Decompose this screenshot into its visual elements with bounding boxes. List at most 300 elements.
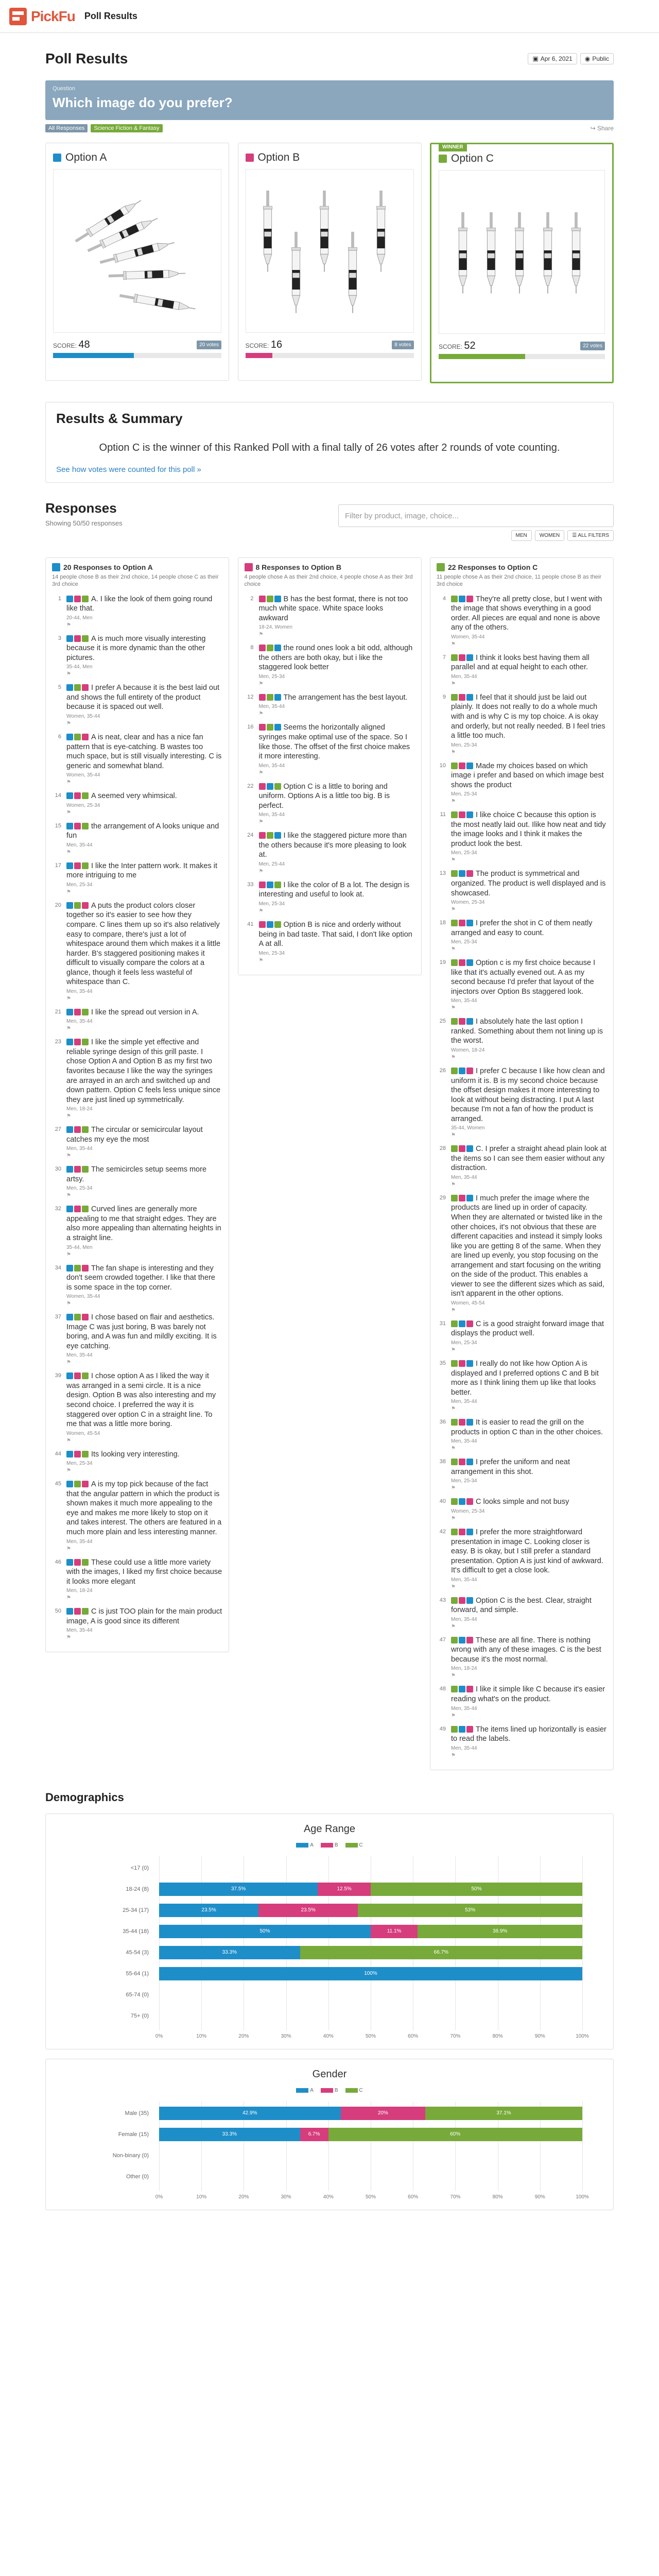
rank-order [66, 823, 89, 829]
flag-icon[interactable]: ⚑ [451, 1005, 456, 1011]
flag-icon[interactable]: ⚑ [66, 720, 71, 726]
bar-segment-a[interactable]: 37.5% [159, 1883, 318, 1896]
rank-swatch-c [451, 762, 458, 769]
rank-swatch-b [466, 870, 473, 877]
respondent-meta: Men, 35-44 [66, 1146, 93, 1152]
summary-title: Results & Summary [56, 411, 183, 426]
flag-icon[interactable]: ⚑ [258, 770, 264, 776]
rank-swatch-a [459, 1686, 465, 1692]
flag-icon[interactable]: ⚑ [258, 711, 264, 717]
response-number: 33 [247, 881, 254, 888]
response-item [52, 733, 222, 785]
rank-swatch-a [466, 694, 473, 701]
flag-icon[interactable]: ⚑ [451, 1055, 456, 1060]
response-text: B has the best format, there is not too much white space. White space looks awkward [258, 595, 408, 622]
column-subtitle: 4 people chose A as their 2nd choice, 4 people chose A as their 3rd choice [244, 574, 413, 588]
response-text: I like the spread out version in A. [91, 1008, 199, 1016]
rank-swatch-c [451, 1320, 458, 1327]
flag-icon[interactable]: ⚑ [66, 1113, 71, 1120]
responses-count: Showing 50/50 responses [45, 519, 123, 527]
visibility-pill[interactable]: ◉ Public [580, 53, 614, 64]
stacked-bar [159, 2149, 582, 2162]
rank-swatch-b [466, 1637, 473, 1643]
rank-swatch-b [459, 1419, 465, 1426]
rank-swatch-c [451, 1686, 458, 1692]
rank-swatch-c [451, 811, 458, 818]
response-text: A is my top pick because of the fact that the angular pattern in which the product is shown makes it much more appealing to the eye and makes me more likely to stop on it and takes interest. The others are featured in a much more plain and less interesting manner. [66, 1480, 222, 1536]
gridline [582, 2102, 583, 2191]
response-text: I prefer the shot in C of them neatly arranged and easy to count. [451, 919, 593, 937]
legend-swatch [296, 2088, 308, 2093]
bar-segment-c[interactable]: 66.7% [300, 1946, 582, 1959]
rank-order [451, 1419, 473, 1426]
flag-icon[interactable]: ⚑ [451, 681, 456, 687]
category-tag[interactable]: Science Fiction & Fantasy [91, 124, 162, 132]
respondent-meta: Men, 35-44 [451, 1399, 477, 1405]
response-number: 4 [442, 595, 446, 602]
rank-order [66, 1206, 89, 1212]
rank-order [66, 792, 89, 799]
x-tick-label: 50% [365, 2194, 376, 2200]
option-image-frame [246, 169, 414, 333]
column-title: 8 Responses to Option B [255, 563, 341, 571]
x-tick-label: 70% [450, 2033, 461, 2039]
flag-icon[interactable]: ⚑ [451, 799, 456, 805]
response-number: 38 [439, 1459, 446, 1465]
response-number: 40 [439, 1498, 446, 1505]
respondent-meta: 18-24, Women [258, 624, 292, 631]
bar-segment-c[interactable]: 60% [328, 2128, 582, 2141]
rank-swatch-b [82, 1314, 89, 1320]
rank-order [451, 1726, 473, 1733]
rank-order [451, 1067, 473, 1074]
rank-order [451, 1459, 473, 1465]
response-number: 28 [439, 1145, 446, 1152]
response-item [437, 1497, 607, 1521]
response-item [437, 693, 607, 755]
men-filter-chip[interactable]: MEN [511, 530, 532, 541]
age-legend [56, 1842, 603, 1848]
response-item [245, 693, 415, 717]
topbar-page-title: Poll Results [84, 11, 137, 21]
flag-icon[interactable]: ⚑ [451, 749, 456, 755]
rank-order [66, 1372, 89, 1379]
response-number: 22 [247, 783, 254, 789]
respondent-meta: 20-44, Men [66, 615, 93, 621]
option-a-product-image[interactable] [55, 171, 220, 331]
rank-swatch-c [74, 1481, 81, 1487]
response-text: I prefer C because I like how clean and uniform it is. B is my second choice because the offset design makes it more interesting to look at without being distracting. I put A last because I'm not a fan of how the product is arranged. [451, 1067, 605, 1123]
flag-icon[interactable]: ⚑ [66, 1026, 71, 1032]
rank-order [259, 596, 281, 602]
rank-order [66, 635, 89, 642]
rank-swatch-c [274, 783, 281, 790]
bar-segment-a[interactable]: 23.5% [159, 1904, 258, 1917]
responses-column-a [45, 557, 229, 1652]
flag-icon[interactable]: ⚑ [451, 1752, 456, 1758]
row-label: 55-64 (1) [126, 1970, 149, 1977]
x-tick-label: 80% [492, 2194, 503, 2200]
rank-swatch-b [74, 1126, 81, 1133]
rank-order [66, 862, 89, 869]
row-label: 75+ (0) [130, 2012, 149, 2019]
rank-order [451, 654, 473, 661]
brand-name: PickFu [31, 8, 75, 24]
flag-icon[interactable]: ⚑ [258, 868, 264, 874]
legend-item-b[interactable]: B [321, 1842, 338, 1848]
response-text: the round ones look a bit odd, although the others are both okay, but i like the staggered look better [258, 644, 413, 672]
rank-swatch-c [451, 654, 458, 661]
bar-segment-b[interactable]: 20% [341, 2107, 425, 2120]
respondent-meta: Women, 25-34 [451, 900, 485, 906]
flag-icon[interactable]: ⚑ [66, 1468, 71, 1474]
flag-icon[interactable]: ⚑ [451, 1673, 456, 1679]
all-filters-button[interactable]: ☰ ALL FILTERS [567, 530, 614, 541]
respondent-meta: Men, 25-34 [451, 1340, 477, 1346]
rank-swatch-c [274, 921, 281, 928]
rank-swatch-b [459, 1195, 465, 1201]
respondent-meta: 35-44, Men [66, 1244, 93, 1250]
flag-icon[interactable]: ⚑ [451, 1307, 456, 1313]
x-tick-label: 0% [155, 2033, 163, 2039]
flag-icon[interactable]: ⚑ [451, 1515, 456, 1521]
rank-swatch-b [459, 1459, 465, 1465]
x-tick-label: 90% [534, 2033, 545, 2039]
response-number: 41 [247, 921, 254, 927]
bar-segment-c[interactable]: 38.9% [418, 1925, 582, 1938]
option-score: SCORE: 48 [53, 339, 90, 350]
response-number: 9 [442, 693, 446, 700]
bar-segment-b[interactable]: 6.7% [300, 2128, 328, 2141]
response-item [437, 1194, 607, 1313]
response-item [245, 880, 415, 914]
response-number: 14 [55, 792, 61, 799]
response-item [437, 1359, 607, 1412]
rank-order [66, 1166, 89, 1173]
flag-icon[interactable]: ⚑ [66, 671, 71, 677]
flag-icon[interactable]: ⚑ [66, 622, 71, 628]
bar-segment-a[interactable]: 33.3% [159, 1946, 300, 1959]
response-item [437, 919, 607, 952]
rank-swatch-c [82, 596, 89, 602]
option-score-bar [246, 353, 414, 358]
rank-swatch-a [466, 1419, 473, 1426]
rank-order [451, 811, 473, 818]
x-tick-label: 50% [365, 2033, 376, 2039]
rank-swatch-b [459, 762, 465, 769]
respondent-meta: Men, 18-24 [66, 1588, 93, 1594]
x-tick-label: 30% [281, 2194, 291, 2200]
response-item [437, 810, 607, 863]
response-item [245, 782, 415, 825]
rank-swatch-c [267, 724, 273, 731]
flag-icon[interactable]: ⚑ [66, 1635, 71, 1641]
rank-swatch-a [274, 645, 281, 651]
option-card-b[interactable] [238, 143, 422, 381]
option-votes: 22 votes [580, 342, 605, 350]
flag-icon[interactable]: ⚑ [258, 681, 264, 687]
rank-swatch-b [259, 783, 266, 790]
rank-swatch-b [74, 823, 81, 829]
rank-order [451, 1145, 473, 1152]
bar-segment-b[interactable]: 11.1% [371, 1925, 418, 1938]
top-bar [0, 0, 659, 33]
rank-order [259, 645, 281, 651]
vote-count-link[interactable]: See how votes were counted for this poll » [56, 465, 201, 474]
response-number: 50 [55, 1608, 61, 1615]
response-number: 2 [250, 595, 254, 602]
age-plot [56, 1856, 603, 2043]
filter-input[interactable]: Filter by product, image, choice... [338, 504, 614, 527]
row-label: 65-74 (0) [126, 1991, 149, 1998]
results-summary [45, 402, 614, 483]
option-b-product-image[interactable] [247, 171, 412, 331]
response-number: 18 [439, 920, 446, 926]
row-label: Male (35) [125, 2110, 149, 2116]
response-text: A seemed very whimsical. [91, 792, 177, 801]
option-cards [45, 143, 614, 383]
rank-swatch-b [459, 811, 465, 818]
option-score-bar [53, 353, 221, 358]
audience-tag[interactable]: All Responses [45, 124, 88, 132]
response-text: A puts the product colors closer together so it's easier to see how they compare. C lines them up so it's also relatively easy to compare, there's just a lot of whitespace around them which makes it a little harder. B's staggered positioning makes it difficult to visually compare the colors at a glance, though it feels less wasteful of whitespace than C. [66, 901, 221, 987]
rank-swatch-c [82, 1559, 89, 1566]
flag-icon[interactable]: ⚑ [451, 1584, 456, 1590]
response-number: 16 [247, 724, 254, 731]
option-c-product-image[interactable] [440, 172, 604, 332]
lock-icon: ◉ [584, 55, 591, 62]
flag-icon[interactable]: ⚑ [451, 1347, 456, 1353]
legend-item-b[interactable]: B [321, 2088, 338, 2093]
flag-icon[interactable]: ⚑ [66, 1193, 71, 1199]
flag-icon[interactable]: ⚑ [258, 957, 264, 963]
flag-icon[interactable]: ⚑ [66, 809, 71, 816]
legend-item-a[interactable]: A [296, 1842, 314, 1848]
response-item [52, 901, 222, 1002]
rank-swatch-a [466, 1145, 473, 1152]
flag-icon[interactable]: ⚑ [451, 1181, 456, 1188]
response-text: Curved lines are generally more appealing to me that straight edges. They are also more appealing than alternating heights in a straight line. [66, 1205, 221, 1243]
flag-icon[interactable]: ⚑ [66, 889, 71, 895]
bar-segment-b[interactable]: 12.5% [318, 1883, 371, 1896]
respondent-meta: Men, 25-34 [451, 742, 477, 748]
rank-swatch-b [82, 902, 89, 909]
response-item [437, 1636, 607, 1679]
flag-icon[interactable]: ⚑ [66, 779, 71, 786]
rank-swatch-a [66, 1314, 73, 1320]
row-label: 45-54 (3) [126, 1949, 149, 1956]
bar-segment-c[interactable]: 37.1% [425, 2107, 582, 2120]
response-text: I like it simple like C because it's easier reading what's on the product. [451, 1685, 605, 1703]
flag-icon[interactable]: ⚑ [258, 632, 264, 638]
question-text: Which image do you prefer? [53, 95, 233, 110]
pickfu-logo[interactable] [8, 7, 75, 26]
respondent-meta: Men, 25-34 [451, 791, 477, 798]
rank-order [66, 734, 89, 740]
flag-icon[interactable]: ⚑ [66, 1153, 71, 1159]
flag-icon[interactable]: ⚑ [66, 1251, 71, 1258]
bar-segment-a[interactable]: 100% [159, 1967, 582, 1980]
flag-icon[interactable]: ⚑ [66, 1595, 71, 1601]
response-text: I like the Inter pattern work. It makes it more intriguing to me [66, 861, 217, 880]
rank-swatch-c [451, 1419, 458, 1426]
option-votes: 20 votes [197, 341, 221, 349]
response-number: 44 [55, 1450, 61, 1457]
response-text: I feel that it should just be laid out plainly. It does not really to do a whole much with and is why C is my top choice. A is okay and orderly, but not really needed. B I feel tries a little too much. [451, 693, 605, 740]
respondent-meta: Men, 25-34 [451, 850, 477, 856]
response-number: 46 [55, 1558, 61, 1565]
response-text: C looks simple and not busy [476, 1498, 569, 1506]
response-item [52, 1165, 222, 1198]
response-number: 25 [439, 1018, 446, 1025]
rank-swatch-c [451, 694, 458, 701]
bar-segment-a[interactable]: 33.3% [159, 2128, 300, 2141]
rank-swatch-b [74, 1559, 81, 1566]
rank-order [451, 1597, 473, 1604]
rank-swatch-c [451, 1459, 458, 1465]
rank-swatch-c [451, 1145, 458, 1152]
bar-segment-c[interactable]: 50% [371, 1883, 582, 1896]
respondent-meta: Women, 45-54 [66, 1430, 100, 1436]
flag-icon[interactable]: ⚑ [451, 946, 456, 953]
gender-chart [45, 2059, 614, 2210]
rank-order [451, 694, 473, 701]
flag-icon[interactable]: ⚑ [66, 1360, 71, 1366]
summary-text: Option C is the winner of this Ranked Poll with a final tally of 26 votes after 2 rounds of vote counting. [99, 442, 560, 453]
response-text: A. I like the look of them going round like that. [66, 595, 213, 613]
response-number: 31 [439, 1320, 446, 1327]
flag-icon[interactable]: ⚑ [66, 1437, 71, 1444]
share-link[interactable]: ↪ Share [590, 125, 614, 132]
flag-icon[interactable]: ⚑ [66, 1546, 71, 1552]
rank-order [451, 920, 473, 926]
rank-order [451, 1360, 473, 1367]
legend-swatch [296, 1843, 308, 1848]
flag-icon[interactable]: ⚑ [451, 1446, 456, 1452]
bar-segment-b[interactable]: 23.5% [258, 1904, 358, 1917]
rank-swatch-b [466, 1067, 473, 1074]
response-number: 11 [440, 811, 446, 818]
flag-icon[interactable]: ⚑ [451, 641, 456, 647]
rank-swatch-b [459, 654, 465, 661]
flag-icon[interactable]: ⚑ [258, 819, 264, 825]
question-banner [45, 80, 614, 120]
response-text: C is a good straight forward image that displays the product well. [451, 1319, 604, 1338]
response-item [437, 1418, 607, 1451]
response-item [437, 761, 607, 805]
flag-icon[interactable]: ⚑ [451, 1132, 456, 1139]
response-text: The circular or semicircular layout catches my eye the most [66, 1126, 203, 1144]
response-text: Made my choices based on which image i prefer and based on which image best shows the product [451, 761, 604, 789]
rank-swatch-b [259, 882, 266, 888]
flag-icon[interactable]: ⚑ [66, 849, 71, 855]
option-title: Option C [451, 152, 494, 164]
option-score-fill [246, 353, 272, 358]
rank-swatch-b [459, 1145, 465, 1152]
respondent-meta: Men, 35-44 [258, 704, 285, 710]
rank-swatch-a [459, 870, 465, 877]
response-item [52, 1371, 222, 1443]
gender-chart-title: Gender [312, 2068, 347, 2080]
rank-swatch-a [466, 1459, 473, 1465]
option-card-c[interactable] [430, 143, 614, 383]
column-title: 22 Responses to Option C [448, 563, 538, 571]
response-item [52, 1038, 222, 1119]
rank-swatch-a [466, 1195, 473, 1201]
stacked-bar [159, 1861, 582, 1875]
rank-swatch-b [82, 1481, 89, 1487]
rank-swatch-b [74, 1166, 81, 1173]
respondent-meta: Men, 35-44 [451, 673, 477, 680]
response-number: 13 [439, 870, 446, 877]
rank-swatch-b [466, 1686, 473, 1692]
response-text: They're all pretty close, but I went with the image that shows everything in a good order. All pieces are equal and none is above any of the others. [451, 595, 602, 632]
flag-icon[interactable]: ⚑ [451, 1406, 456, 1412]
flag-icon[interactable]: ⚑ [451, 857, 456, 863]
response-number: 26 [439, 1067, 446, 1074]
rank-swatch-a [66, 635, 73, 642]
rank-swatch-b [74, 1206, 81, 1212]
response-number: 35 [439, 1360, 446, 1367]
bar-segment-a[interactable]: 42.9% [159, 2107, 341, 2120]
response-text: I prefer the uniform and neat arrangement in this shot. [451, 1458, 570, 1476]
rank-order [66, 1009, 89, 1015]
flag-icon[interactable]: ⚑ [451, 1485, 456, 1492]
option-card-a[interactable] [45, 143, 229, 381]
responses-column-c [430, 557, 614, 1770]
flag-icon[interactable]: ⚑ [66, 1301, 71, 1307]
rank-order [451, 1018, 473, 1025]
response-number: 1 [58, 595, 61, 602]
response-item [437, 869, 607, 912]
gridline [582, 1856, 583, 2030]
x-tick-label: 40% [323, 2033, 334, 2039]
legend-item-c[interactable]: C [345, 1842, 363, 1848]
rank-swatch-b [74, 635, 81, 642]
gender-plot [56, 2102, 603, 2204]
rank-swatch-c [451, 1195, 458, 1201]
flag-icon[interactable]: ⚑ [258, 908, 264, 914]
rank-swatch-c [451, 1360, 458, 1367]
rank-swatch-a [66, 684, 73, 691]
winner-badge: WINNER [439, 143, 467, 151]
women-filter-chip[interactable]: WOMEN [535, 530, 564, 541]
rank-swatch-a [66, 1372, 73, 1379]
respondent-meta: Men, 18-24 [451, 1666, 477, 1672]
stacked-bar [159, 1988, 582, 2002]
legend-item-c[interactable]: C [345, 2088, 363, 2093]
rank-swatch-c [267, 832, 273, 839]
response-item [52, 683, 222, 726]
bar-segment-a[interactable]: 50% [159, 1925, 371, 1938]
legend-item-a[interactable]: A [296, 2088, 314, 2093]
flag-icon[interactable]: ⚑ [66, 995, 71, 1002]
respondent-meta: Men, 18-24 [66, 1106, 93, 1112]
flag-icon[interactable]: ⚑ [451, 1713, 456, 1719]
option-title: Option B [257, 151, 300, 163]
rank-order [451, 762, 473, 769]
response-item [437, 1144, 607, 1188]
rank-swatch-c [451, 1637, 458, 1643]
page-title: Poll Results [45, 50, 128, 66]
bar-segment-c[interactable]: 53% [358, 1904, 582, 1917]
respondent-meta: Men, 25-34 [258, 673, 285, 680]
rank-swatch-c [74, 1314, 81, 1320]
flag-icon[interactable]: ⚑ [451, 1623, 456, 1630]
flag-icon[interactable]: ⚑ [451, 907, 456, 913]
rank-swatch-c [74, 734, 81, 740]
response-item [52, 1450, 222, 1474]
